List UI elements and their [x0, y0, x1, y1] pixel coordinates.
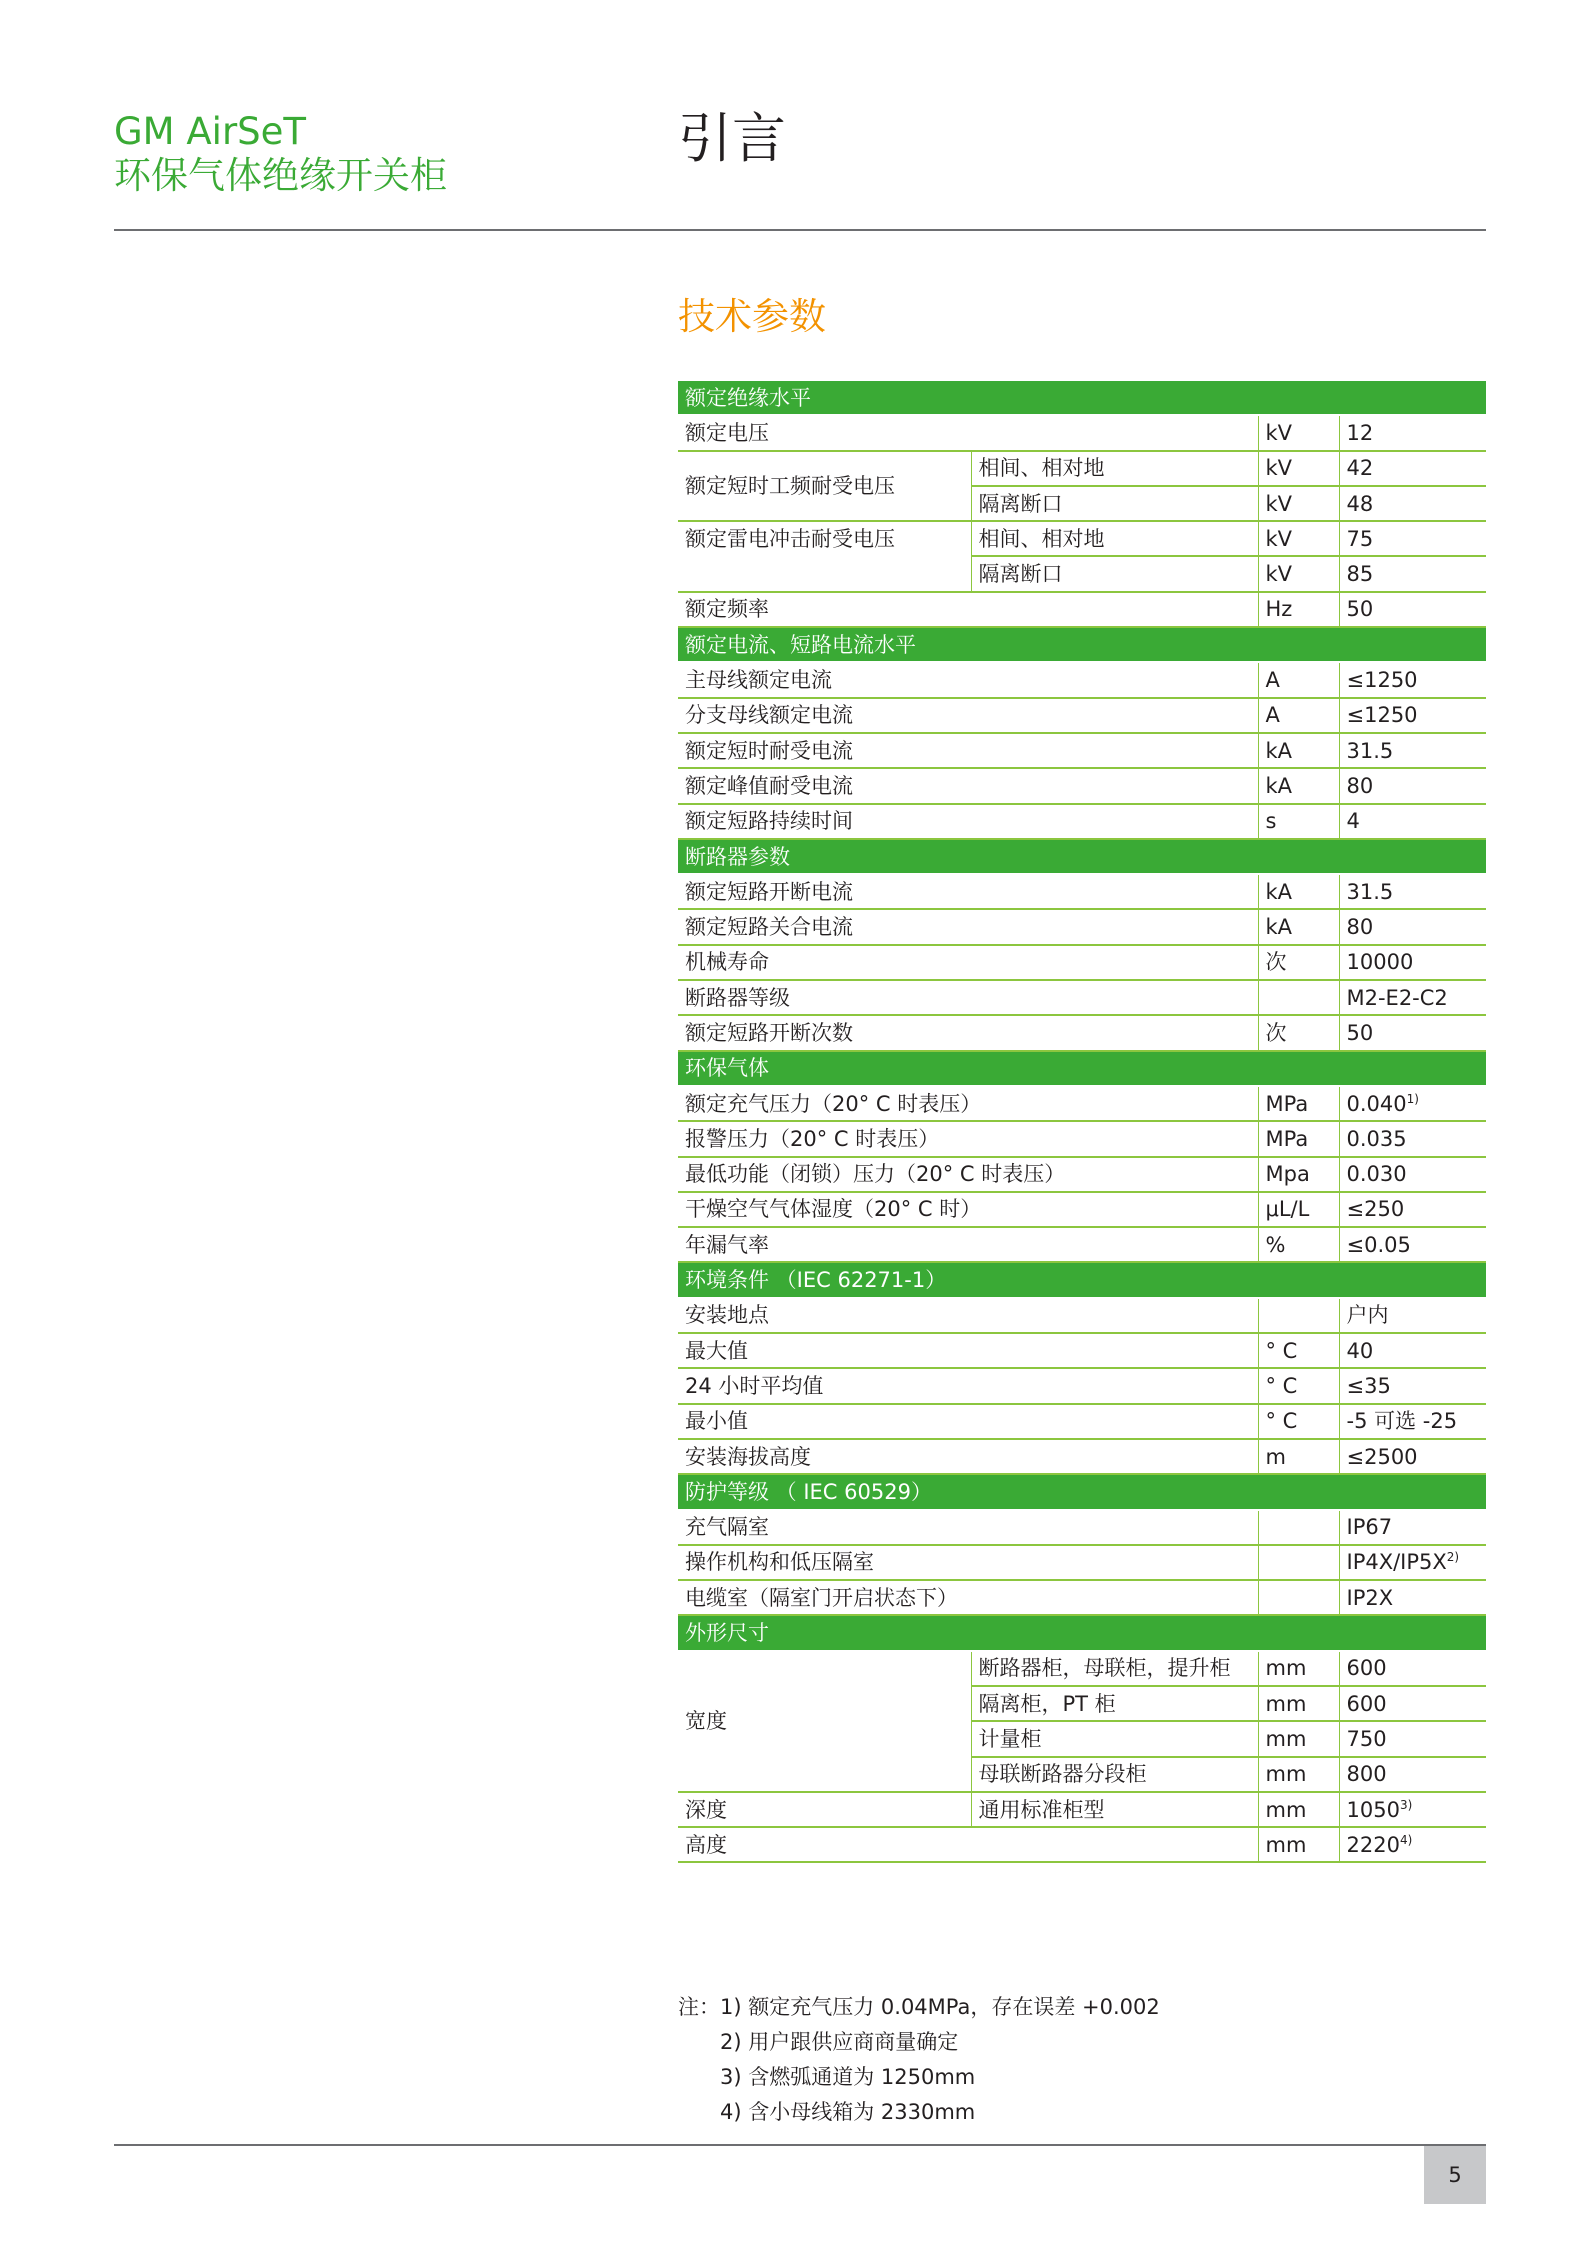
- group-header: 环保气体: [678, 1051, 1486, 1086]
- param-unit: A: [1258, 662, 1339, 697]
- spec-table: [678, 381, 1486, 1863]
- param-unit: kV: [1258, 486, 1339, 521]
- param-label: 额定短时耐受电流: [678, 733, 1258, 768]
- param-value: 31.5: [1339, 874, 1486, 909]
- table-row: [678, 1333, 1486, 1368]
- param-value: [1339, 1792, 1486, 1827]
- param-unit: %: [1258, 1227, 1339, 1262]
- table-row: [678, 592, 1486, 627]
- param-value: 4: [1339, 804, 1486, 839]
- param-value: [1339, 1827, 1486, 1862]
- table-row: [678, 768, 1486, 803]
- table-row: [678, 451, 1486, 486]
- param-unit: [1258, 1298, 1339, 1333]
- param-sublabel: 通用标准柜型: [971, 1792, 1258, 1827]
- param-label: 额定短路关合电流: [678, 909, 1258, 944]
- group-header: 额定电流、短路电流水平: [678, 627, 1486, 662]
- param-label: 干燥空气气体湿度（20° C 时）: [678, 1192, 1258, 1227]
- param-sublabel: 母联断路器分段柜: [971, 1757, 1258, 1792]
- param-value: [1339, 1545, 1486, 1580]
- param-label: 额定短路持续时间: [678, 804, 1258, 839]
- footnote-1: 注：1) 额定充气压力 0.04MPa，存在误差 +0.002: [678, 1995, 1160, 2019]
- param-value: 600: [1339, 1686, 1486, 1721]
- footnote-ref: 3): [1399, 1797, 1413, 1812]
- param-label: 断路器等级: [678, 980, 1258, 1015]
- param-unit: s: [1258, 804, 1339, 839]
- param-label: 分支母线额定电流: [678, 698, 1258, 733]
- footnote-4: 4) 含小母线箱为 2330mm: [720, 2100, 976, 2124]
- param-value: ≤1250: [1339, 698, 1486, 733]
- table-row: [678, 874, 1486, 909]
- param-unit: kV: [1258, 556, 1339, 591]
- table-row: [678, 980, 1486, 1015]
- table-row: [678, 415, 1486, 450]
- param-value: 0.030: [1339, 1157, 1486, 1192]
- param-label: 宽度: [678, 1651, 971, 1792]
- param-sublabel: 断路器柜，母联柜，提升柜: [971, 1651, 1258, 1686]
- param-label: 深度: [678, 1792, 971, 1827]
- table-row: [678, 1157, 1486, 1192]
- param-label: 额定电压: [678, 415, 1258, 450]
- table-row: [678, 1439, 1486, 1474]
- value-text: IP4X/IP5X: [1346, 1550, 1447, 1575]
- param-value: 0.035: [1339, 1121, 1486, 1156]
- param-value: 10000: [1339, 945, 1486, 980]
- param-unit: Hz: [1258, 592, 1339, 627]
- brand-title: [114, 110, 447, 198]
- group-header: 额定绝缘水平: [678, 381, 1486, 415]
- param-label: 额定雷电冲击耐受电压: [678, 521, 971, 592]
- param-unit: 次: [1258, 1015, 1339, 1050]
- table-row: [678, 1227, 1486, 1262]
- group-header: 防护等级 （ IEC 60529）: [678, 1474, 1486, 1509]
- table-row: [678, 733, 1486, 768]
- param-unit: ° C: [1258, 1333, 1339, 1368]
- param-unit: ° C: [1258, 1368, 1339, 1403]
- param-value: 75: [1339, 521, 1486, 556]
- param-sublabel: 计量柜: [971, 1721, 1258, 1756]
- section-title: 引言: [678, 107, 786, 170]
- param-value: ≤250: [1339, 1192, 1486, 1227]
- param-sublabel: 隔离断口: [971, 486, 1258, 521]
- header-divider: [114, 229, 1486, 231]
- param-label: 操作机构和低压隔室: [678, 1545, 1258, 1580]
- table-row: [678, 1121, 1486, 1156]
- param-unit: [1258, 1545, 1339, 1580]
- param-unit: kV: [1258, 521, 1339, 556]
- param-label: 高度: [678, 1827, 1258, 1862]
- param-unit: 次: [1258, 945, 1339, 980]
- value-text: 2220: [1346, 1832, 1400, 1857]
- group-header: 外形尺寸: [678, 1615, 1486, 1650]
- table-row: [678, 1580, 1486, 1615]
- table-row: [678, 1298, 1486, 1333]
- group-header: 断路器参数: [678, 839, 1486, 874]
- footnote-ref: 4): [1399, 1832, 1413, 1847]
- param-unit: μL/L: [1258, 1192, 1339, 1227]
- value-text: 1050: [1346, 1797, 1400, 1822]
- table-row: [678, 1510, 1486, 1545]
- param-unit: mm: [1258, 1651, 1339, 1686]
- param-unit: m: [1258, 1439, 1339, 1474]
- param-unit: A: [1258, 698, 1339, 733]
- table-row: [678, 662, 1486, 697]
- param-label: 最低功能（闭锁）压力（20° C 时表压）: [678, 1157, 1258, 1192]
- param-unit: kA: [1258, 768, 1339, 803]
- param-unit: [1258, 980, 1339, 1015]
- param-value: M2-E2-C2: [1339, 980, 1486, 1015]
- param-value: ≤0.05: [1339, 1227, 1486, 1262]
- group-header: 环境条件 （IEC 62271-1）: [678, 1262, 1486, 1297]
- param-unit: mm: [1258, 1792, 1339, 1827]
- param-unit: mm: [1258, 1827, 1339, 1862]
- param-value: IP67: [1339, 1510, 1486, 1545]
- spec-subtitle: 技术参数: [678, 295, 826, 338]
- param-label: 额定短路开断电流: [678, 874, 1258, 909]
- param-value: 85: [1339, 556, 1486, 591]
- table-row: [678, 1015, 1486, 1050]
- param-label: 额定峰值耐受电流: [678, 768, 1258, 803]
- footer-divider: [114, 2144, 1486, 2146]
- param-label: 额定频率: [678, 592, 1258, 627]
- table-row: [678, 1545, 1486, 1580]
- param-unit: mm: [1258, 1686, 1339, 1721]
- param-value: 12: [1339, 415, 1486, 450]
- param-value: [1339, 1086, 1486, 1121]
- param-value: 600: [1339, 1651, 1486, 1686]
- param-value: 31.5: [1339, 733, 1486, 768]
- param-label: 报警压力（20° C 时表压）: [678, 1121, 1258, 1156]
- param-unit: MPa: [1258, 1121, 1339, 1156]
- param-value: IP2X: [1339, 1580, 1486, 1615]
- param-sublabel: 隔离柜，PT 柜: [971, 1686, 1258, 1721]
- param-unit: kA: [1258, 733, 1339, 768]
- table-row: [678, 1792, 1486, 1827]
- table-row: [678, 909, 1486, 944]
- param-unit: mm: [1258, 1757, 1339, 1792]
- param-value: 户内: [1339, 1298, 1486, 1333]
- table-row: [678, 1086, 1486, 1121]
- param-sublabel: 隔离断口: [971, 556, 1258, 591]
- param-label: 最小值: [678, 1404, 1258, 1439]
- param-unit: kA: [1258, 874, 1339, 909]
- table-row: [678, 521, 1486, 556]
- param-unit: kV: [1258, 415, 1339, 450]
- param-unit: kA: [1258, 909, 1339, 944]
- param-label: 主母线额定电流: [678, 662, 1258, 697]
- table-row: [678, 1404, 1486, 1439]
- page-number: 5: [1424, 2146, 1486, 2204]
- param-label: 额定短路开断次数: [678, 1015, 1258, 1050]
- table-row: [678, 1368, 1486, 1403]
- param-value: ≤2500: [1339, 1439, 1486, 1474]
- param-sublabel: 相间、相对地: [971, 451, 1258, 486]
- param-value: 50: [1339, 592, 1486, 627]
- table-row: [678, 945, 1486, 980]
- param-unit: Mpa: [1258, 1157, 1339, 1192]
- param-label: 安装地点: [678, 1298, 1258, 1333]
- table-row: [678, 804, 1486, 839]
- footnote-ref: 1): [1406, 1091, 1419, 1106]
- param-value: -5 可选 -25: [1339, 1404, 1486, 1439]
- param-value: ≤35: [1339, 1368, 1486, 1403]
- param-label: 安装海拔高度: [678, 1439, 1258, 1474]
- param-value: 48: [1339, 486, 1486, 521]
- table-row: [678, 1651, 1486, 1686]
- param-label: 充气隔室: [678, 1510, 1258, 1545]
- param-label: 额定充气压力（20° C 时表压）: [678, 1086, 1258, 1121]
- footnote-ref: 2): [1446, 1550, 1460, 1565]
- brand-product-desc: 环保气体绝缘开关柜: [114, 154, 447, 197]
- param-value: 80: [1339, 909, 1486, 944]
- param-unit: mm: [1258, 1721, 1339, 1756]
- param-value: 50: [1339, 1015, 1486, 1050]
- param-label: 年漏气率: [678, 1227, 1258, 1262]
- table-row: [678, 698, 1486, 733]
- table-row: [678, 1192, 1486, 1227]
- param-value: 750: [1339, 1721, 1486, 1756]
- table-row: [678, 1827, 1486, 1862]
- param-unit: [1258, 1580, 1339, 1615]
- param-unit: ° C: [1258, 1404, 1339, 1439]
- brand-product-name: GM AirSeT: [114, 110, 307, 153]
- param-value: 40: [1339, 1333, 1486, 1368]
- footnote-3: 3) 含燃弧通道为 1250mm: [720, 2065, 976, 2089]
- footnote-2: 2) 用户跟供应商商量确定: [720, 2030, 959, 2054]
- param-value: 80: [1339, 768, 1486, 803]
- param-unit: kV: [1258, 451, 1339, 486]
- footnotes: [678, 1990, 1160, 2130]
- param-label: 最大值: [678, 1333, 1258, 1368]
- param-label: 电缆室（隔室门开启状态下）: [678, 1580, 1258, 1615]
- param-label: 机械寿命: [678, 945, 1258, 980]
- param-unit: [1258, 1510, 1339, 1545]
- param-label: 额定短时工频耐受电压: [678, 451, 971, 522]
- param-unit: MPa: [1258, 1086, 1339, 1121]
- param-value: ≤1250: [1339, 662, 1486, 697]
- param-sublabel: 相间、相对地: [971, 521, 1258, 556]
- value-text: 0.040: [1346, 1091, 1407, 1116]
- param-label: 24 小时平均值: [678, 1368, 1258, 1403]
- param-value: 800: [1339, 1757, 1486, 1792]
- param-value: 42: [1339, 451, 1486, 486]
